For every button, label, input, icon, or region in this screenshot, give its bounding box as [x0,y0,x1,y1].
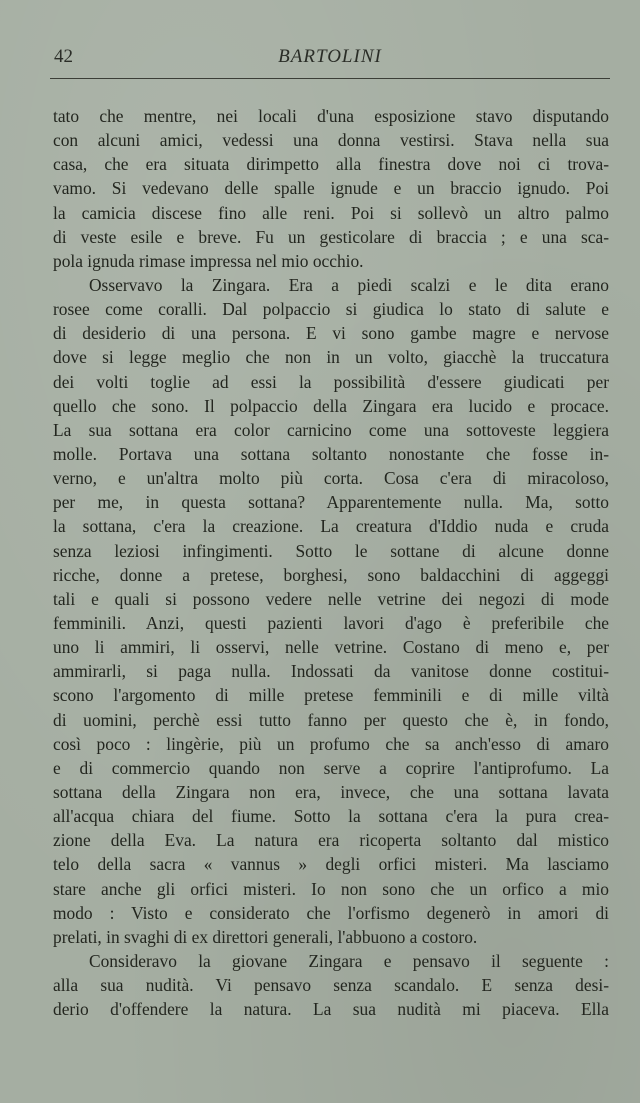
text-line: dove si legge meglio che non in un volto, giacchè la truccatura [53,347,609,368]
text-line: modo : Visto e considerato che l'orfismo degenerò in amori di [53,902,609,923]
text-line: con alcuni amici, vedessi una donna vestirsi. Stava nella sua [53,130,609,151]
text-line: alla sua nudità. Vi pensavo senza scandalo. E senza desi- [53,975,609,996]
text-line: zione della Eva. La natura era ricoperta soltanto dal mistico [53,830,609,851]
text-line: casa, che era situata dirimpetto alla finestra dove noi ci trova- [53,154,609,175]
text-line: di veste esile e breve. Fu un gesticolare di braccia ; e una sca- [53,226,609,247]
text-line: rosee come coralli. Dal polpaccio si giudica lo stato di salute e [53,299,609,320]
text-line: vamo. Si vedevano delle spalle ignude e un braccio ignudo. Poi [53,178,609,199]
text-line: molle. Portava una sottana soltanto nonostante che fosse in- [53,443,609,464]
text-line: ammirarli, si paga nulla. Indossati da vanitose donne costitui- [53,661,609,682]
text-line: la sottana, c'era la creazione. La creatura d'Iddio nuda e cruda [53,516,609,537]
text-line: derio d'offendere la natura. La sua nudità mi piaceva. Ella [53,999,609,1020]
text-line: quello che sono. Il polpaccio della Zingara era lucido e procace. [53,395,609,416]
text-line-paragraph-end: pola ignuda rimase impressa nel mio occhio. [53,250,364,271]
text-line: sottana della Zingara non era, invece, che una sottana lavata [53,781,609,802]
text-line: la camicia discese fino alle reni. Poi si sollevò un altro palmo [53,202,609,223]
text-line: per me, in questa sottana? Apparentemente nulla. Ma, sotto [53,492,609,513]
text-line: stare anche gli orfici misteri. Io non sono che un orfico a mio [53,878,609,899]
header-rule [50,78,610,79]
text-line: così poco : lingèrie, più un profumo che sa anch'esso di amaro [53,733,609,754]
text-line-paragraph-start: Consideravo la giovane Zingara e pensavo il seguente : [89,950,609,971]
page-number: 42 [54,46,73,67]
page-header [50,44,610,74]
text-line: La sua sottana era color carnicino come una sottoveste leggiera [53,419,609,440]
text-line: femminili. Anzi, questi pazienti lavori d'ago è preferibile che [53,612,609,633]
text-line: senza leziosi infingimenti. Sotto le sottane di alcune donne [53,540,609,561]
running-head-author: BARTOLINI [278,46,382,67]
text-line: scono l'argomento di mille pretese femminili e di mille viltà [53,685,609,706]
text-line: tali e quali si possono vedere nelle vetrine dei negozi di mode [53,588,609,609]
text-line: e di commercio quando non serve a coprire l'antiprofumo. La [53,757,609,778]
text-line: di desiderio di una persona. E vi sono gambe magre e nervose [53,323,609,344]
text-line: uno li ammiri, li osservi, nelle vetrine. Costano di meno e, per [53,637,609,658]
text-line: di uomini, perchè essi tutto fanno per questo che è, in fondo, [53,709,609,730]
text-line-paragraph-start: Osservavo la Zingara. Era a piedi scalzi e le dita erano [89,274,609,295]
text-line: tato che mentre, nei locali d'una esposizione stavo disputando [53,106,609,126]
text-line-paragraph-end: prelati, in svaghi di ex direttori generali, l'abbuono a costoro. [53,926,478,947]
text-line: all'acqua chiara del fiume. Sotto la sottana c'era la pura crea- [53,806,609,827]
body-text [53,104,609,1021]
text-line: telo della sacra « vannus » degli orfici misteri. Ma lasciamo [53,854,609,875]
text-line: verno, e un'altra molto più corta. Cosa c'era di miracoloso, [53,468,609,489]
text-line: dei volti toglie ad essi la possibilità d'essere giudicati per [53,371,609,392]
text-line: ricche, donne a pretese, borghesi, sono baldacchini di aggeggi [53,564,609,585]
